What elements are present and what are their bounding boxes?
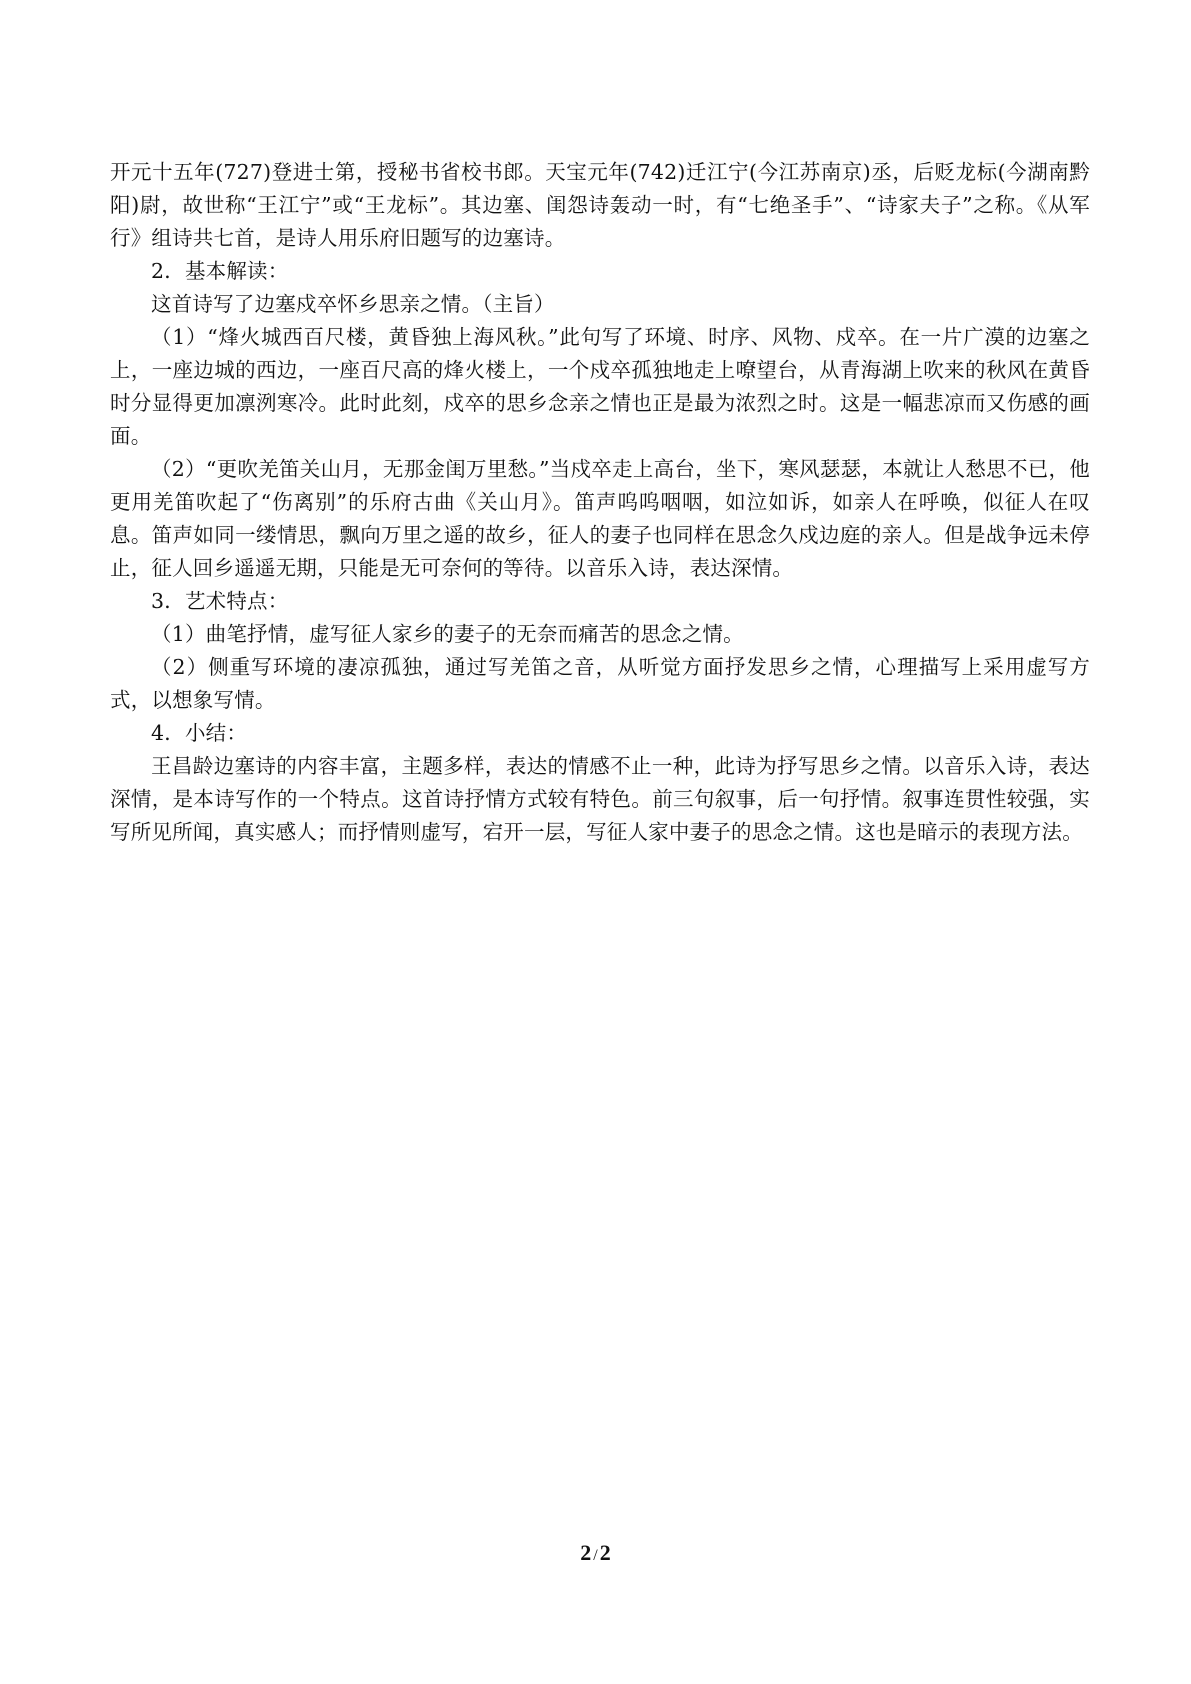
heading-artistic-features: 3．艺术特点： [151, 589, 289, 613]
current-page-number: 2 [580, 1540, 592, 1565]
page-number [0, 1540, 1191, 1566]
paragraph-line-two-analysis: （2）“更吹羌笛关山月，无那金闺万里愁。”当戍卒走上高台，坐下，寒风瑟瑟，本就让人愁思不已，他更用羌笛吹起了“伤离别”的乐府古曲《关山月》。笛声呜呜咽咽，如泣如诉，如亲人在呼唤，似征人在叹息。笛声如同一缕情思，飘向万里之遥的故乡，征人的妻子也同样在思念久戍边庭的亲人。但是战争远未停止，征人回乡遥遥无期，只能是无可奈何的等待。以音乐入诗，表达深情。 [110, 457, 1090, 580]
paragraph-theme: 这首诗写了边塞戍卒怀乡思亲之情。（主旨） [151, 292, 555, 316]
total-page-count: 2 [599, 1540, 611, 1565]
heading-basic-reading: 2．基本解读： [151, 259, 289, 283]
heading-summary: 4．小结： [151, 721, 248, 745]
paragraph-summary: 王昌龄边塞诗的内容丰富，主题多样，表达的情感不止一种，此诗为抒写思乡之情。以音乐入诗，表达深情，是本诗写作的一个特点。这首诗抒情方式较有特色。前三句叙事，后一句抒情。叙事连贯性较强，实写所见所闻，真实感人；而抒情则虚写，宕开一层，写征人家中妻子的思念之情。这也是暗示的表现方法。 [110, 754, 1090, 844]
paragraph-line-one-analysis: （1）“烽火城西百尺楼，黄昏独上海风秋。”此句写了环境、时序、风物、戍卒。在一片广漠的边塞之上，一座边城的西边，一座百尺高的烽火楼上，一个戍卒孤独地走上嘹望台，从青海湖上吹来的秋风在黄昏时分显得更加凛洌寒冷。此时此刻，戍卒的思乡念亲之情也正是最为浓烈之时。这是一幅悲凉而又伤感的画面。 [110, 325, 1090, 448]
paragraph-author-bio: 开元十五年(727)登进士第，授秘书省校书郎。天宝元年(742)迁江宁(今江苏南京)丞，后贬龙标(今湖南黔阳)尉，故世称“王江宁”或“王龙标”。其边塞、闺怨诗轰动一时，有“七绝圣手”、“诗家夫子”之称。《从军行》组诗共七首，是诗人用乐府旧题写的边塞诗。 [110, 160, 1090, 250]
paragraph-feature-one: （1）曲笔抒情，虚写征人家乡的妻子的无奈而痛苦的思念之情。 [151, 622, 744, 646]
paragraph-feature-two: （2）侧重写环境的凄凉孤独，通过写羌笛之音，从听觉方面抒发思乡之情，心理描写上采用虚写方式，以想象写情。 [110, 655, 1090, 712]
document-body [110, 156, 1090, 849]
page-number-separator: / [593, 1547, 598, 1564]
